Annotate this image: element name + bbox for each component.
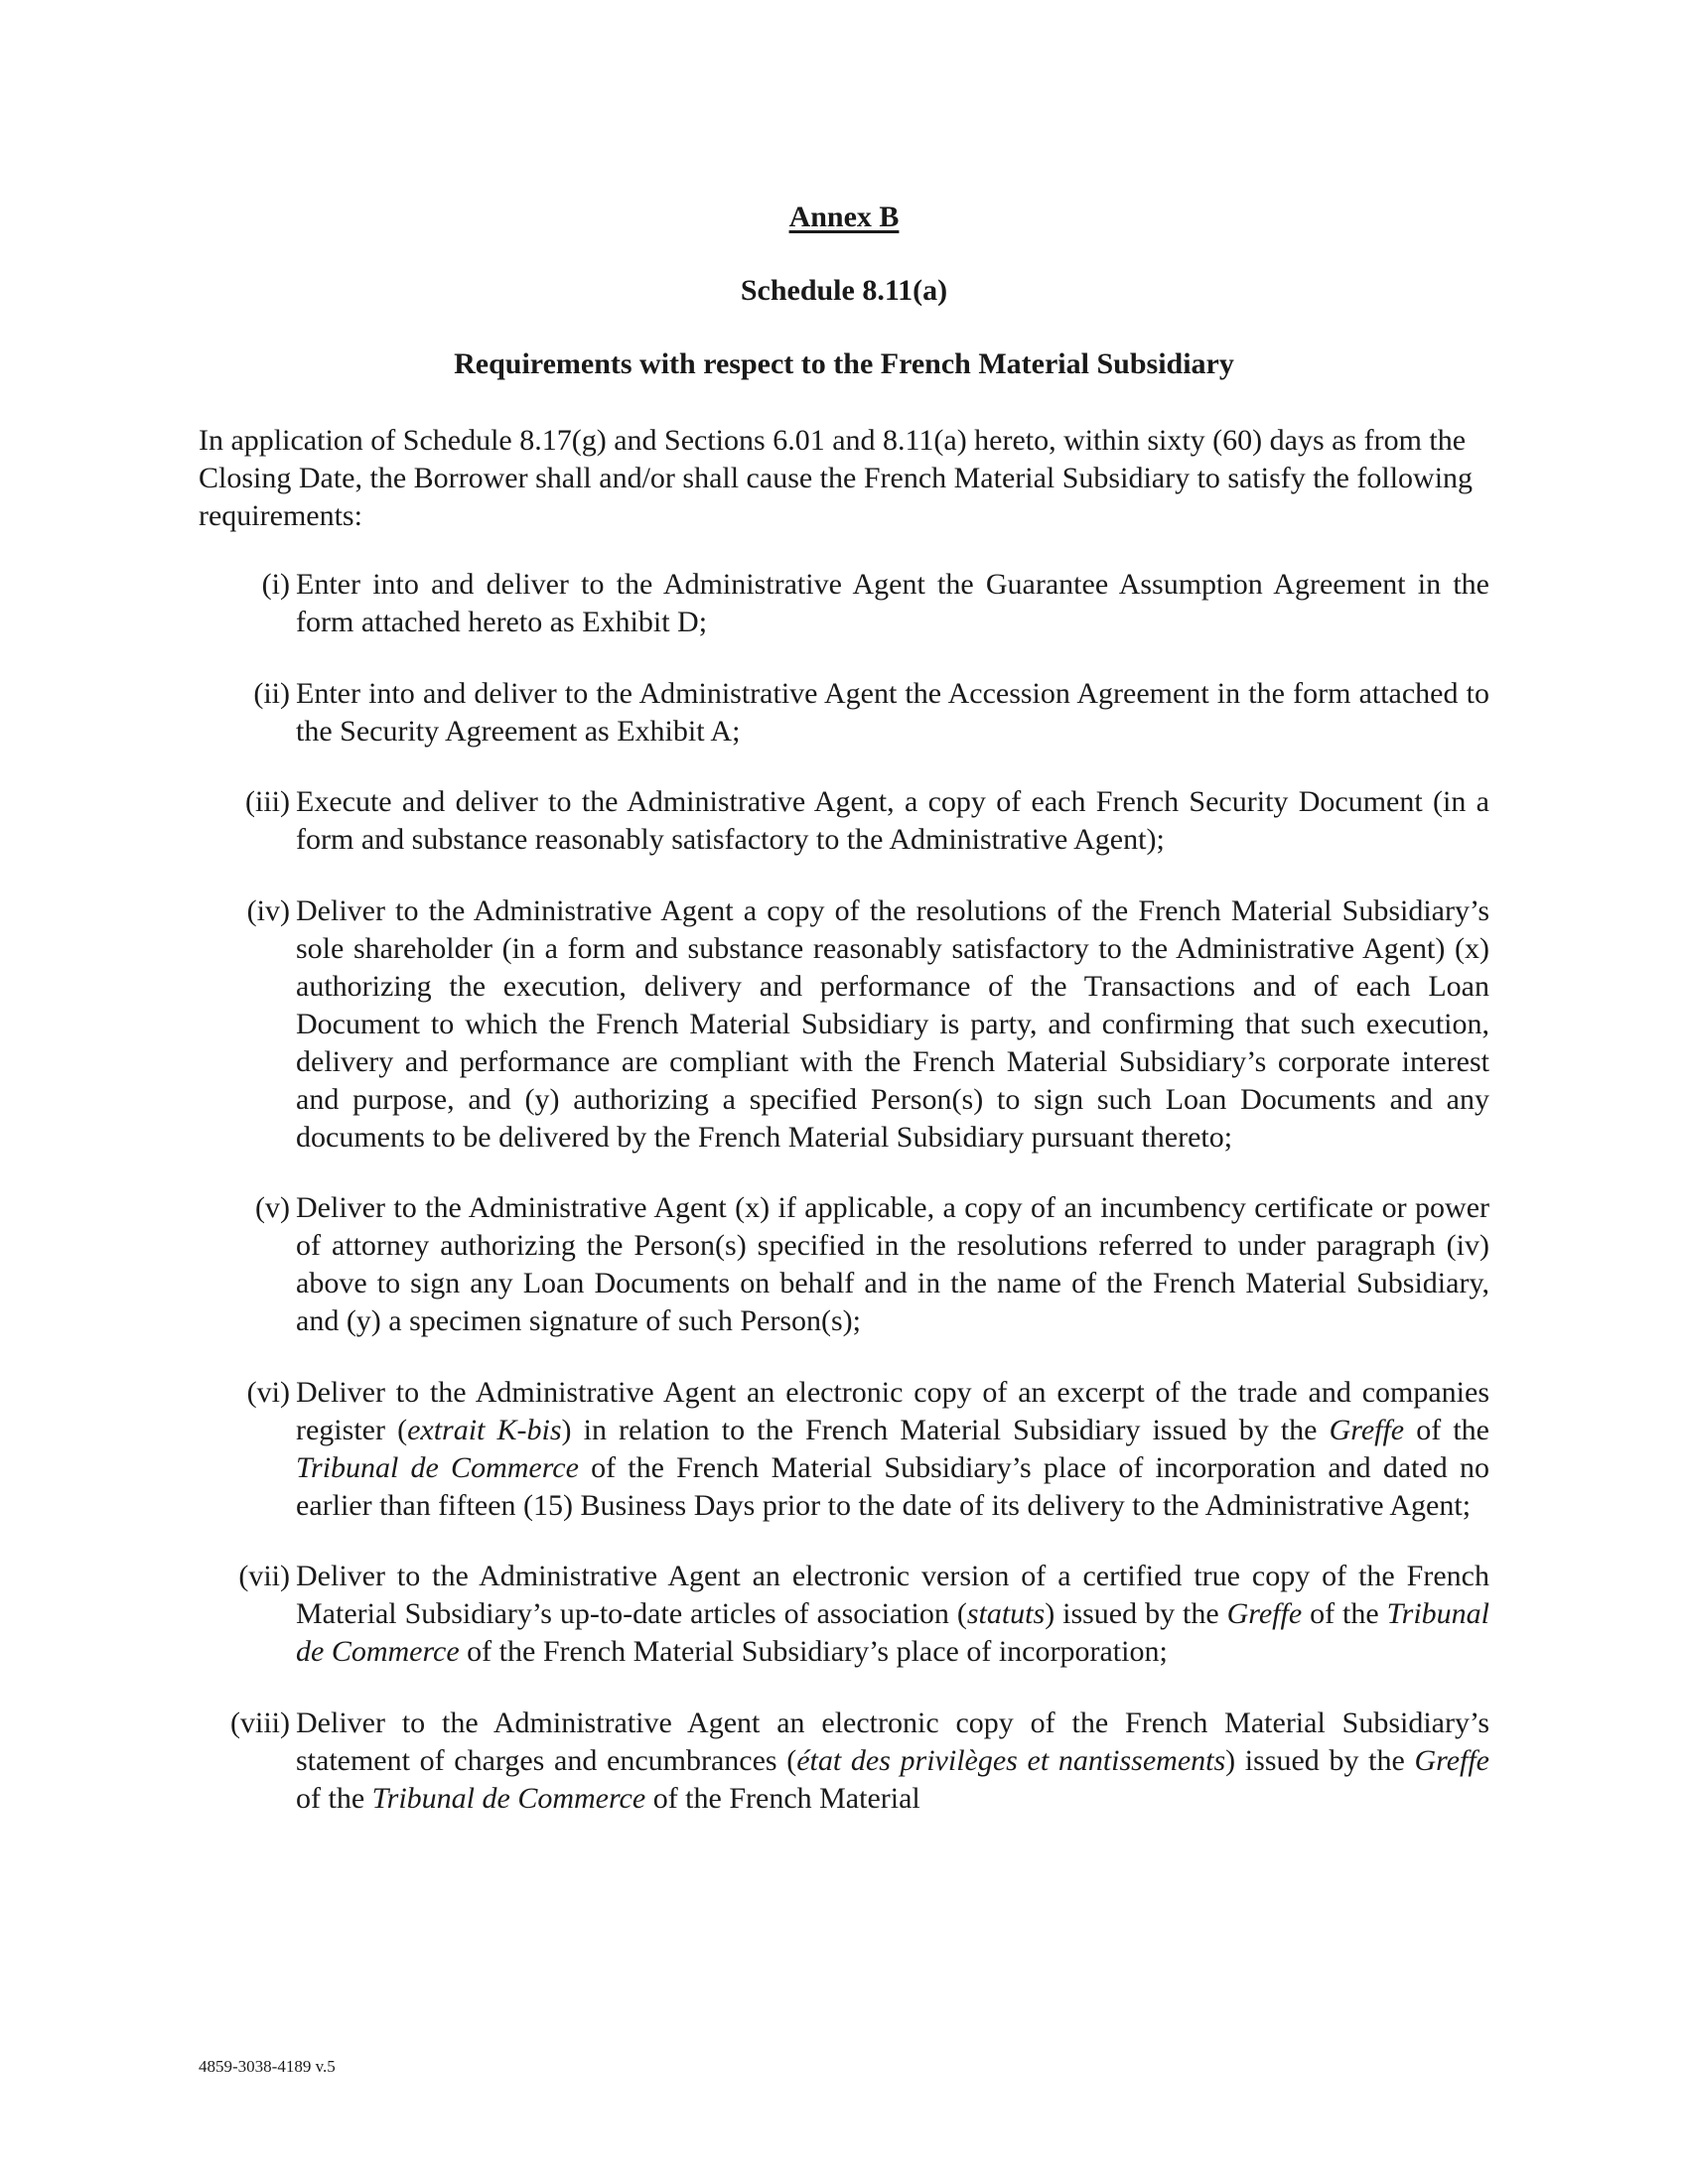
item-number: (ii): [253, 676, 290, 710]
item-text: Deliver to the Administrative Agent an electronic version of a certified true copy of the French Material Subsidiary’s up-to-date articles of association (statuts) issued by the Greffe of the Tribunal de Commerce of the French Material Subsidiary’s place of incorporation;: [296, 1560, 1490, 1668]
item-text: Execute and deliver to the Administrative Agent, a copy of each French Security Document (in a form and substance reasonably satisfactory to the Administrative Agent);: [296, 785, 1489, 856]
document-id-footer: 4859-3038-4189 v.5: [199, 2057, 336, 2076]
list-item: [199, 1374, 1489, 1525]
item-number: (i): [261, 568, 290, 601]
list-item: [199, 892, 1489, 1157]
list-item: [199, 783, 1489, 859]
item-number: (iii): [245, 785, 290, 818]
requirements-list: [199, 566, 1489, 1850]
item-text: Deliver to the Administrative Agent a copy of the resolutions of the French Material Subsidiary’s sole shareholder (in a form and substance reasonably satisfactory to the Administrative Agent) (x) authorizing the execution, delivery and performance of the Transactions and of each Loan Document to which the French Material Subsidiary is party, and confirming that such execution, delivery and performance are compliant with the French Material Subsidiary’s corporate interest and purpose, and (y) authorizing a specified Person(s) to sign such Loan Documents and any documents to be delivered by the French Material Subsidiary pursuant thereto;: [296, 893, 1489, 1154]
item-text: Enter into and deliver to the Administrative Agent the Accession Agreement in the form attached to the Security Agreement as Exhibit A;: [296, 676, 1489, 748]
item-text: Deliver to the Administrative Agent an electronic copy of an excerpt of the trade and companies register (extrait K-bis) in relation to the French Material Subsidiary issued by the Greffe of the Tribunal de Commerce of the French Material Subsidiary’s place of incorporation and dated no earlier than fifteen (15) Business Days prior to the date of its delivery to the Administrative Agent;: [296, 1375, 1489, 1522]
item-number: (v): [255, 1191, 290, 1224]
item-number: (iv): [246, 893, 290, 927]
intro-paragraph: In application of Schedule 8.17(g) and Sections 6.01 and 8.11(a) hereto, within sixty (60) days as from the Closing Date, the Borrower shall and/or shall cause the French Material Subsidiary to satisfy the following requirements:: [199, 424, 1474, 532]
list-item: [199, 1189, 1489, 1340]
item-text: Deliver to the Administrative Agent (x) if applicable, a copy of an incumbency certificate or power of attorney authorizing the Person(s) specified in the resolutions referred to under paragraph (iv) above to sign any Loan Documents on behalf and in the name of the French Material Subsidiary, and (y) a specimen signature of such Person(s);: [296, 1191, 1489, 1337]
item-number: (vi): [246, 1375, 290, 1409]
annex-title: Annex B: [788, 201, 900, 233]
list-item: [199, 1705, 1489, 1818]
list-item: [199, 566, 1489, 641]
document-subtitle: Requirements with respect to the French Material Subsidiary: [454, 347, 1234, 380]
list-item: [199, 1558, 1489, 1671]
item-number: (viii): [230, 1706, 290, 1739]
item-text: Enter into and deliver to the Administrative Agent the Guarantee Assumption Agreement in the form attached hereto as Exhibit D;: [296, 568, 1489, 638]
item-text: Deliver to the Administrative Agent an electronic copy of the French Material Subsidiary’s statement of charges and encumbrances (état des privilèges et nantissements) issued by the Greffe of the Tribunal de Commerce of the French Material: [296, 1706, 1489, 1815]
schedule-title: Schedule 8.11(a): [740, 274, 948, 307]
item-number: (vii): [238, 1560, 290, 1592]
list-item: [199, 675, 1489, 751]
